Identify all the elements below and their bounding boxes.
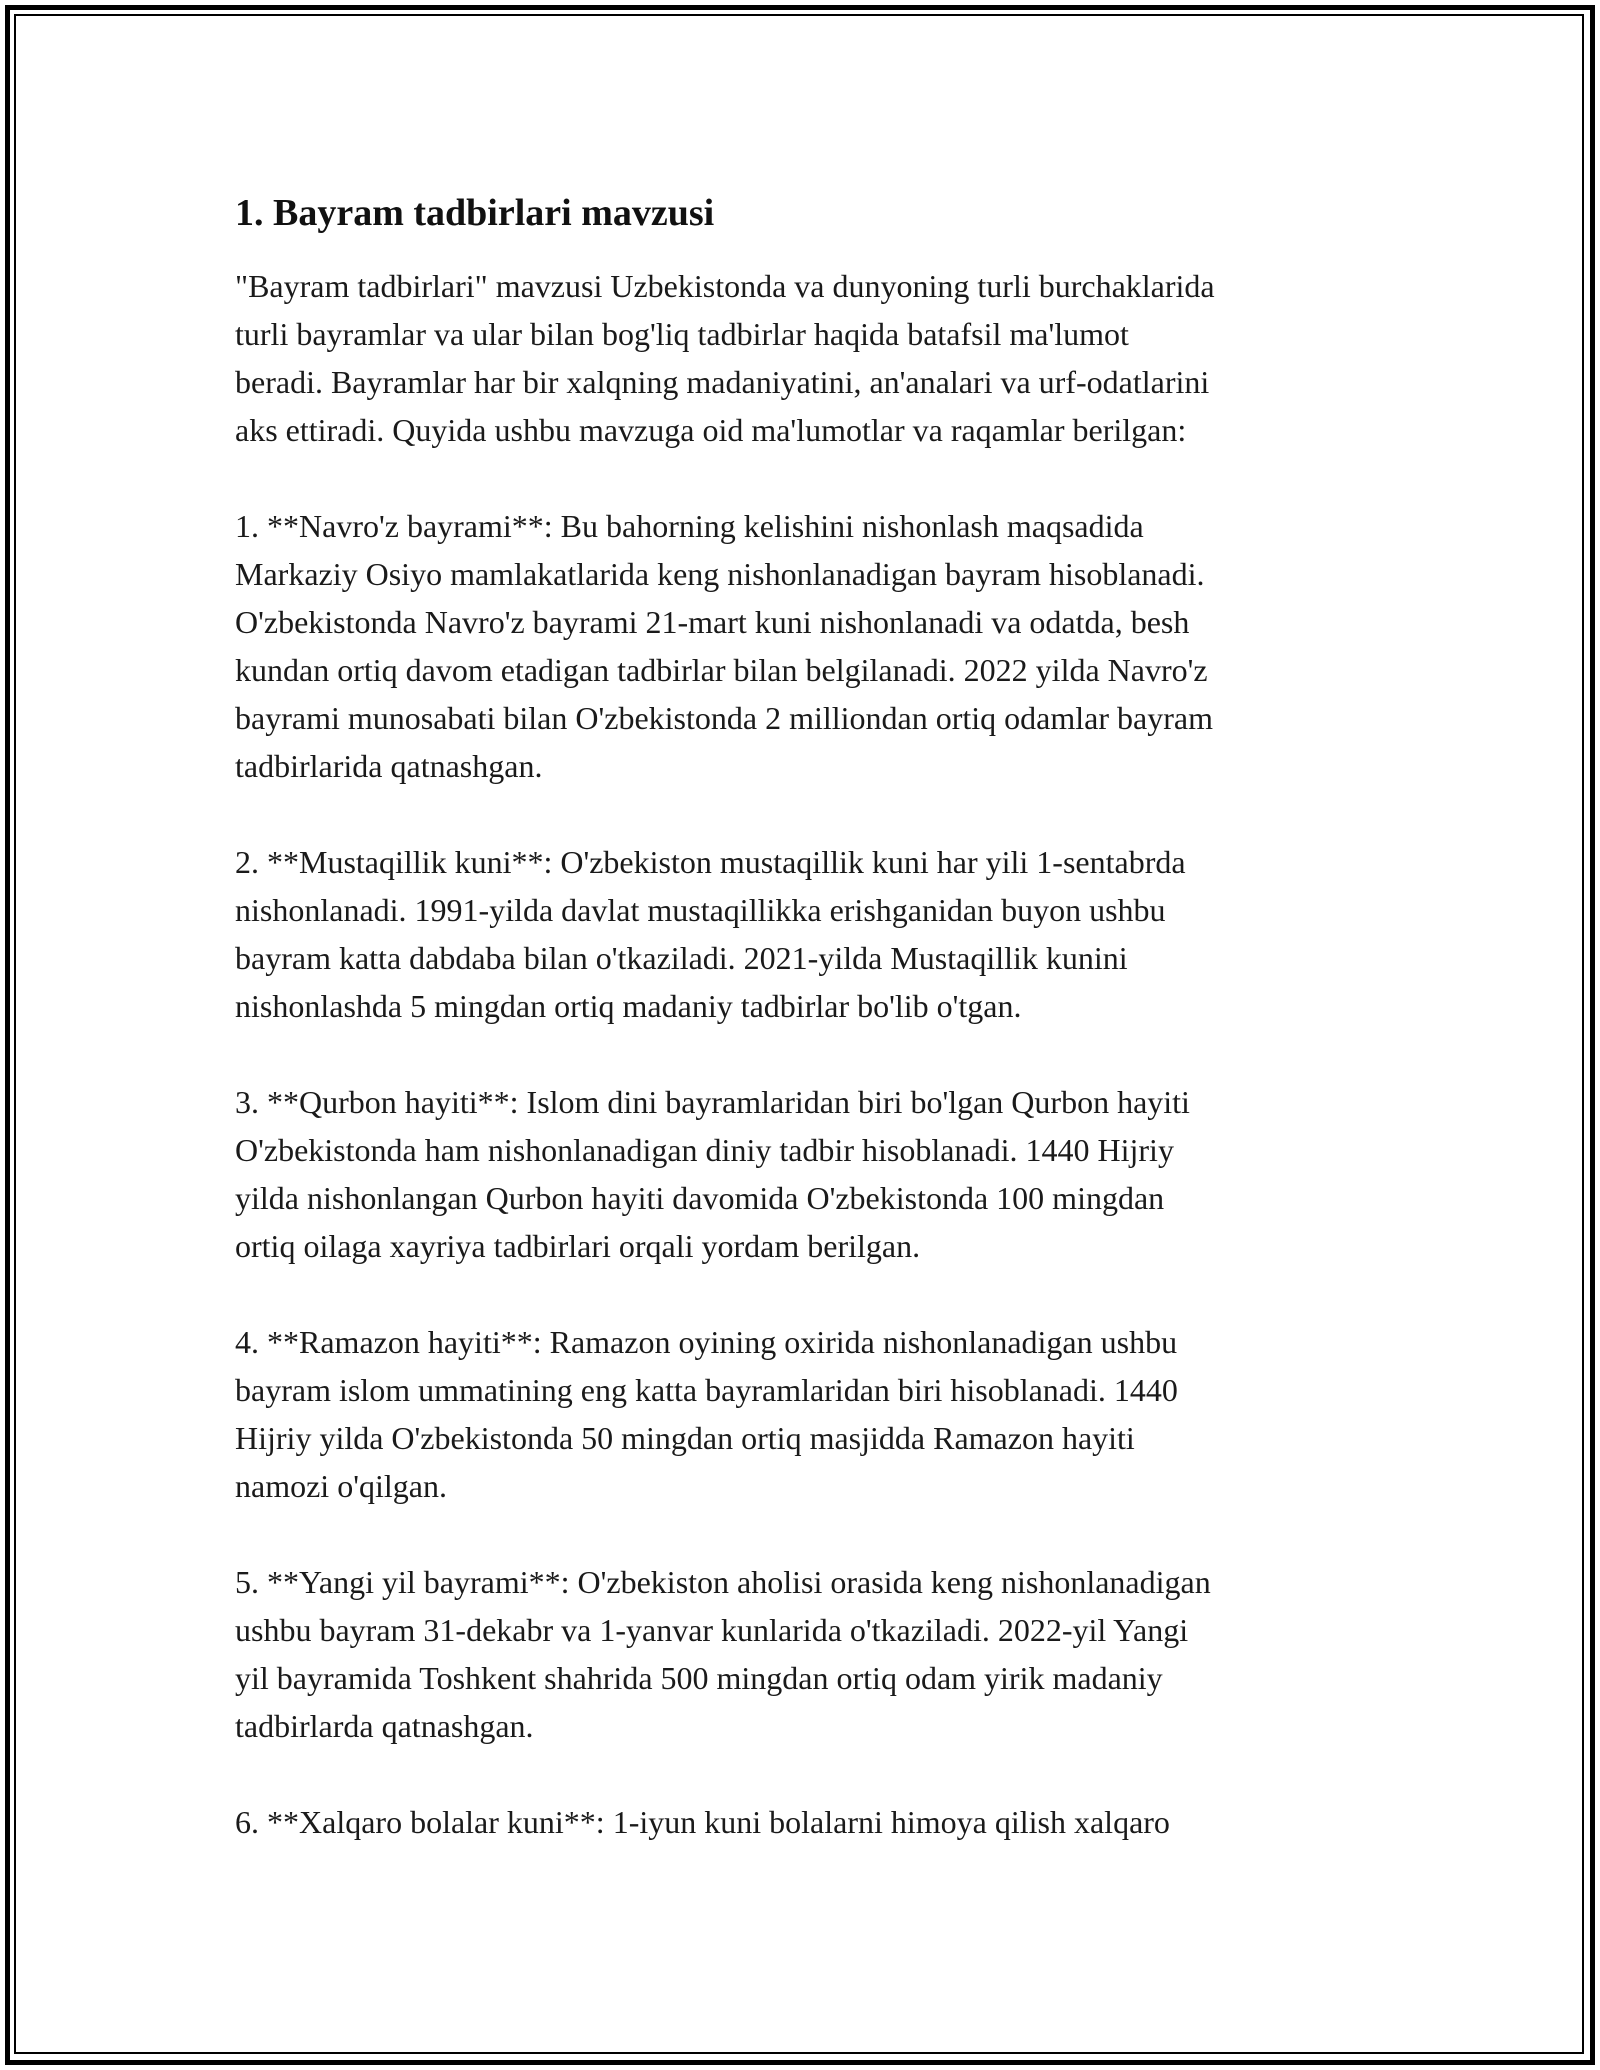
paragraph-bolalar-kuni: 6. **Xalqaro bolalar kuni**: 1-iyun kuni bolalarni himoya qilish xalqaro [235, 1804, 1170, 1840]
paragraph-ramazon-hayiti: 4. **Ramazon hayiti**: Ramazon oyining oxirida nishonlanadigan ushbu bayram islom ummatining eng katta bayramlaridan biri hisoblanadi. 1440 Hijriy yilda O'zbekistonda 50 mingdan ortiq masjidda Ramazon hayiti namozi o'qilgan. [235, 1324, 1178, 1504]
document-title: 1. Bayram tadbirlari mavzusi [235, 192, 715, 234]
paragraph-navroz: 1. **Navro'z bayrami**: Bu bahorning kelishini nishonlash maqsadida Markaziy Osiyo mamlakatlarida keng nishonlanadigan bayram hisoblanadi. O'zbekistonda Navro'z bayrami 21-mart kuni nishonlanadi va odatda, besh kundan ortiq davom etadigan tadbirlar bilan belgilanadi. 2022 yilda Navro'z bayrami munosabati bilan O'zbekistonda 2 milliondan ortiq odamlar bayram tadbirlarida qatnashgan. [235, 508, 1213, 784]
paragraph-yangi-yil: 5. **Yangi yil bayrami**: O'zbekiston aholisi orasida keng nishonlanadigan ushbu bayram 31-dekabr va 1-yanvar kunlarida o'tkaziladi. 2022-yil Yangi yil bayramida Toshkent shahrida 500 mingdan ortiq odam yirik madaniy tadbirlarda qatnashgan. [235, 1564, 1211, 1744]
paragraph-intro: "Bayram tadbirlari" mavzusi Uzbekistonda va dunyoning turli burchaklarida turli bayramlar va ular bilan bog'liq tadbirlar haqida batafsil ma'lumot beradi. Bayramlar har bir xalqning madaniyatini, an'analari va urf-odatlarini aks ettiradi. Quyida ushbu mavzuga oid ma'lumotlar va raqamlar berilgan: [235, 268, 1215, 448]
paragraph-qurbon-hayiti: 3. **Qurbon hayiti**: Islom dini bayramlaridan biri bo'lgan Qurbon hayiti O'zbekistonda ham nishonlanadigan diniy tadbir hisoblanadi. 1440 Hijriy yilda nishonlangan Qurbon hayiti davomida O'zbekistonda 100 mingdan ortiq oilaga xayriya tadbirlari orqali yordam berilgan. [235, 1084, 1190, 1264]
document-page [235, 188, 1395, 1894]
paragraph-mustaqillik: 2. **Mustaqillik kuni**: O'zbekiston mustaqillik kuni har yili 1-sentabrda nishonlanadi. 1991-yilda davlat mustaqillikka erishganidan buyon ushbu bayram katta dabdaba bilan o'tkaziladi. 2021-yilda Mustaqillik kunini nishonlashda 5 mingdan ortiq madaniy tadbirlar bo'lib o'tgan. [235, 844, 1186, 1024]
